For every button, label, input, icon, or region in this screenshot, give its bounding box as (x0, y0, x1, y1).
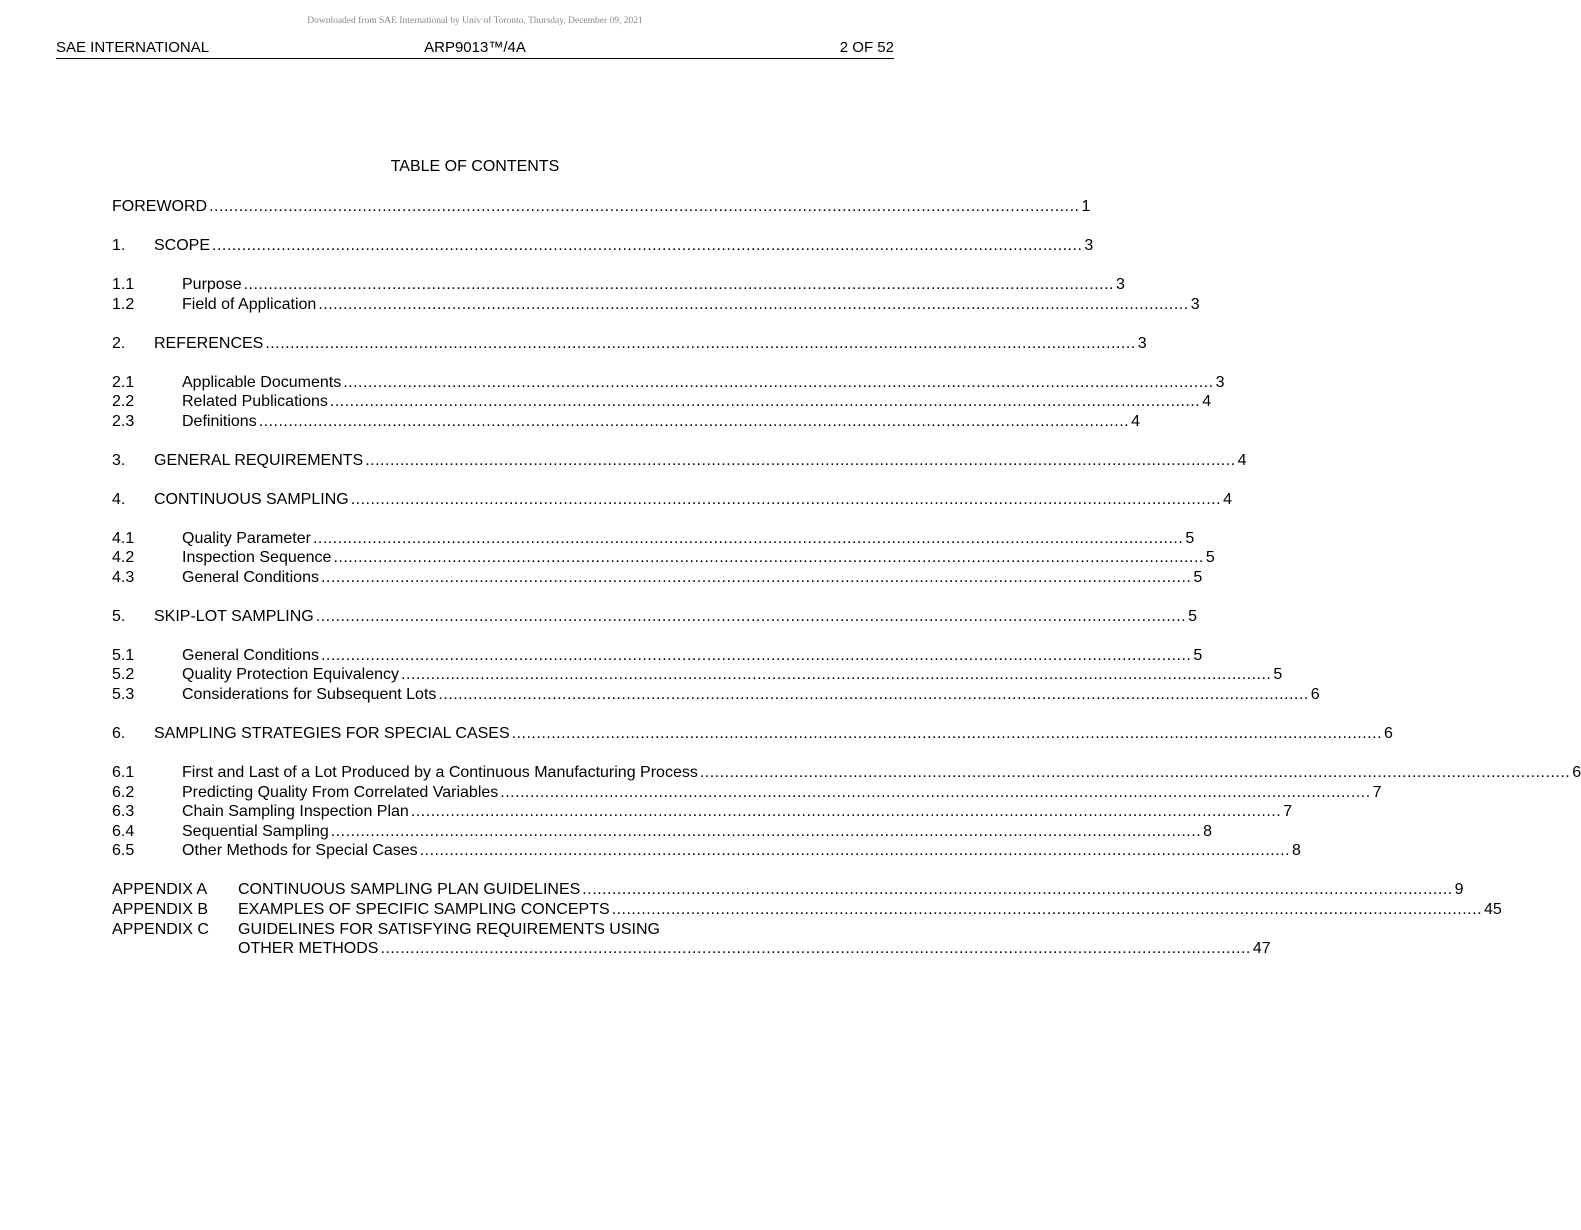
toc-entry-title: Considerations for Subsequent Lots (182, 686, 437, 704)
toc-entry-number: 6.4 (112, 822, 135, 840)
page-header (56, 39, 894, 59)
toc-entry-title: First and Last of a Lot Produced by a Continuous Manufacturing Process (182, 763, 698, 781)
toc-entry[interactable] (112, 412, 1140, 432)
header-doc-id: ARP9013™/4A (424, 39, 526, 56)
toc-entry-title: General Conditions (182, 646, 319, 664)
toc-entry-title: GUIDELINES FOR SATISFYING REQUIREMENTS USING (238, 920, 660, 938)
toc-entry-number: 2.2 (112, 393, 135, 411)
toc-entry-number: 4. (112, 490, 126, 508)
toc-entry[interactable] (112, 490, 1232, 510)
toc-entry-page: 3 (1084, 236, 1094, 254)
toc-entry-number: 2. (112, 334, 126, 352)
toc-entry[interactable] (112, 548, 1215, 568)
toc-entry-title: CONTINUOUS SAMPLING PLAN GUIDELINES (238, 881, 581, 899)
toc-entry-page: 9 (1454, 881, 1464, 899)
toc-entry-page: 45 (1484, 900, 1502, 918)
toc-entry-title: REFERENCES (154, 334, 264, 352)
toc-entry[interactable] (112, 724, 1393, 744)
toc-entry-page: 1 (1081, 198, 1091, 215)
toc-entry-page: 5 (1188, 607, 1198, 625)
toc-entry-number: 4.3 (112, 568, 135, 586)
toc-entry-title: Quality Protection Equivalency (182, 666, 399, 684)
toc-entry-number: 1.2 (112, 295, 135, 313)
toc-entry-number: 2.3 (112, 412, 135, 430)
toc-leader: ................................................................................................................................................................................ (209, 198, 1080, 215)
toc-leader: ................................................................................................................................................................................ (243, 275, 1114, 293)
toc-entry[interactable] (112, 802, 1293, 822)
toc-entry-title: SKIP-LOT SAMPLING (154, 607, 314, 625)
toc-entry-page: 5 (1273, 666, 1283, 684)
toc-entry-page: 3 (1215, 373, 1225, 391)
toc-entry-number: 5.1 (112, 646, 135, 664)
toc-entry[interactable] (112, 822, 1213, 842)
toc-entry-page: 5 (1205, 549, 1215, 567)
toc-appendix-label: APPENDIX C (112, 920, 209, 938)
toc-entry-title: Predicting Quality From Correlated Variables (182, 783, 499, 801)
toc-entry[interactable] (112, 646, 1203, 666)
toc-entry-number: 5.2 (112, 666, 135, 684)
toc-entry[interactable] (112, 841, 1301, 861)
toc-entry[interactable] (112, 197, 1091, 217)
toc-entry[interactable] (112, 783, 1382, 803)
toc-entry-title: Chain Sampling Inspection Plan (182, 803, 409, 821)
toc-leader: ................................................................................................................................................................................ (611, 900, 1483, 918)
toc-leader: ................................................................................................................................................................................ (320, 568, 1192, 586)
toc-leader: ................................................................................................................................................................................ (365, 451, 1236, 469)
toc-appendix-label: APPENDIX B (112, 900, 209, 918)
toc-entry[interactable] (112, 763, 1581, 783)
toc-entry-title: Inspection Sequence (182, 549, 332, 567)
toc-entry-title-continued: OTHER METHODS (238, 940, 379, 958)
toc-entry-number: 1.1 (112, 275, 135, 293)
toc-entry-title: Related Publications (182, 393, 328, 411)
toc-leader: ................................................................................................................................................................................ (329, 393, 1201, 411)
toc-entry-title: Quality Parameter (182, 529, 311, 547)
toc-entry-page: 3 (1190, 295, 1200, 313)
toc-entry-page: 7 (1372, 783, 1382, 801)
toc-entry-number: 6.1 (112, 763, 135, 781)
toc-entry-title: CONTINUOUS SAMPLING (154, 490, 349, 508)
toc-entry[interactable] (112, 275, 1125, 295)
toc-entry-page: 5 (1193, 646, 1203, 664)
toc-entry[interactable] (112, 529, 1195, 549)
toc-leader: ................................................................................................................................................................................ (401, 666, 1272, 684)
toc-leader: ................................................................................................................................................................................ (438, 686, 1309, 704)
toc-leader: ................................................................................................................................................................................ (330, 822, 1202, 840)
toc-leader: ................................................................................................................................................................................ (265, 334, 1136, 352)
toc-entry[interactable] (112, 373, 1225, 393)
toc-entry-page: 4 (1131, 412, 1140, 430)
toc-entry-page: 4 (1223, 490, 1232, 508)
toc-leader: ................................................................................................................................................................................ (343, 373, 1214, 391)
toc-leader: ................................................................................................................................................................................ (318, 295, 1189, 313)
toc-entry-number: 6.3 (112, 803, 135, 821)
toc-entry-page: 8 (1203, 822, 1213, 840)
toc-appendix-label: APPENDIX A (112, 881, 208, 899)
toc-leader: ................................................................................................................................................................................ (699, 763, 1571, 781)
toc-leader: ................................................................................................................................................................................ (582, 881, 1453, 899)
download-watermark: Downloaded from SAE International by Univ of Toronto, Thursday, December 09, 2021 (307, 16, 643, 26)
toc-entry-number: 4.1 (112, 529, 135, 547)
toc-entry[interactable] (112, 334, 1147, 354)
toc-leader: ................................................................................................................................................................................ (315, 607, 1187, 625)
toc-leader: ................................................................................................................................................................................ (380, 940, 1251, 958)
toc-entry[interactable] (112, 568, 1203, 588)
toc-entry[interactable] (112, 607, 1198, 627)
toc-entry[interactable] (112, 236, 1094, 256)
toc-entry-number: 4.2 (112, 549, 135, 567)
toc-leader: ................................................................................................................................................................................ (258, 412, 1130, 430)
toc-entry-page: 4 (1202, 393, 1212, 411)
toc-entry-number: 2.1 (112, 373, 135, 391)
toc-entry[interactable] (112, 665, 1283, 685)
toc-entry[interactable] (112, 451, 1247, 471)
header-org: SAE INTERNATIONAL (56, 39, 210, 56)
toc-appendix-entry-continued[interactable] (112, 939, 1271, 959)
toc-entry-title: EXAMPLES OF SPECIFIC SAMPLING CONCEPTS (238, 900, 610, 918)
toc-entry[interactable] (112, 392, 1212, 412)
toc-appendix-entry[interactable] (112, 880, 1464, 900)
toc-leader: ................................................................................................................................................................................ (419, 842, 1291, 860)
toc-leader: ................................................................................................................................................................................ (410, 803, 1282, 821)
toc-entry-number: 5.3 (112, 686, 135, 704)
toc-entry-title: Field of Application (182, 295, 317, 313)
toc-leader: ................................................................................................................................................................................ (333, 549, 1204, 567)
toc-entry-page: 6 (1572, 763, 1581, 781)
toc-entry-page: 6 (1310, 686, 1320, 704)
toc-entry-page: 3 (1137, 334, 1147, 352)
toc-entry-title: Purpose (182, 275, 242, 293)
toc-entry-page: 3 (1115, 275, 1125, 293)
toc-entry-page: 5 (1193, 568, 1203, 586)
toc-entry-title: Other Methods for Special Cases (182, 842, 418, 860)
toc-entry-page: 8 (1292, 842, 1301, 860)
toc-appendix-entry[interactable] (112, 920, 838, 940)
toc-entry-page: 5 (1185, 529, 1195, 547)
toc-leader: ................................................................................................................................................................................ (212, 236, 1083, 254)
toc-entry-page: 7 (1283, 803, 1293, 821)
table-of-contents (112, 197, 1581, 959)
toc-entry-number: 3. (112, 451, 126, 469)
toc-entry-number: 6. (112, 725, 126, 742)
toc-leader: ................................................................................................................................................................................ (511, 725, 1383, 742)
toc-entry-number: 6.5 (112, 842, 135, 860)
toc-entry[interactable] (112, 295, 1200, 315)
toc-leader: ................................................................................................................................................................................ (320, 646, 1192, 664)
toc-title: TABLE OF CONTENTS (390, 158, 560, 175)
toc-entry-title: SAMPLING STRATEGIES FOR SPECIAL CASES (154, 725, 510, 742)
toc-entry-page: 47 (1252, 940, 1271, 958)
toc-entry-page: 4 (1237, 451, 1247, 469)
toc-entry-title: Applicable Documents (182, 373, 342, 391)
toc-entry-title: Definitions (182, 412, 257, 430)
toc-leader: ................................................................................................................................................................................ (500, 783, 1371, 801)
toc-entry-title: General Conditions (182, 568, 319, 586)
header-page-number: 2 OF 52 (839, 39, 894, 56)
toc-entry-title: GENERAL REQUIREMENTS (154, 451, 364, 469)
toc-entry-number: 5. (112, 607, 126, 625)
toc-entry-number: 6.2 (112, 783, 135, 801)
toc-appendix-entry[interactable] (112, 900, 1502, 920)
toc-entry-title: SCOPE (154, 236, 211, 254)
toc-entry-title: Sequential Sampling (182, 822, 329, 840)
toc-entry-number: 1. (112, 236, 126, 254)
toc-leader: ................................................................................................................................................................................ (350, 490, 1222, 508)
toc-entry[interactable] (112, 685, 1320, 705)
toc-entry-page: 6 (1384, 725, 1393, 742)
toc-entry-title: FOREWORD (112, 198, 208, 215)
toc-leader: ................................................................................................................................................................................ (312, 529, 1184, 547)
